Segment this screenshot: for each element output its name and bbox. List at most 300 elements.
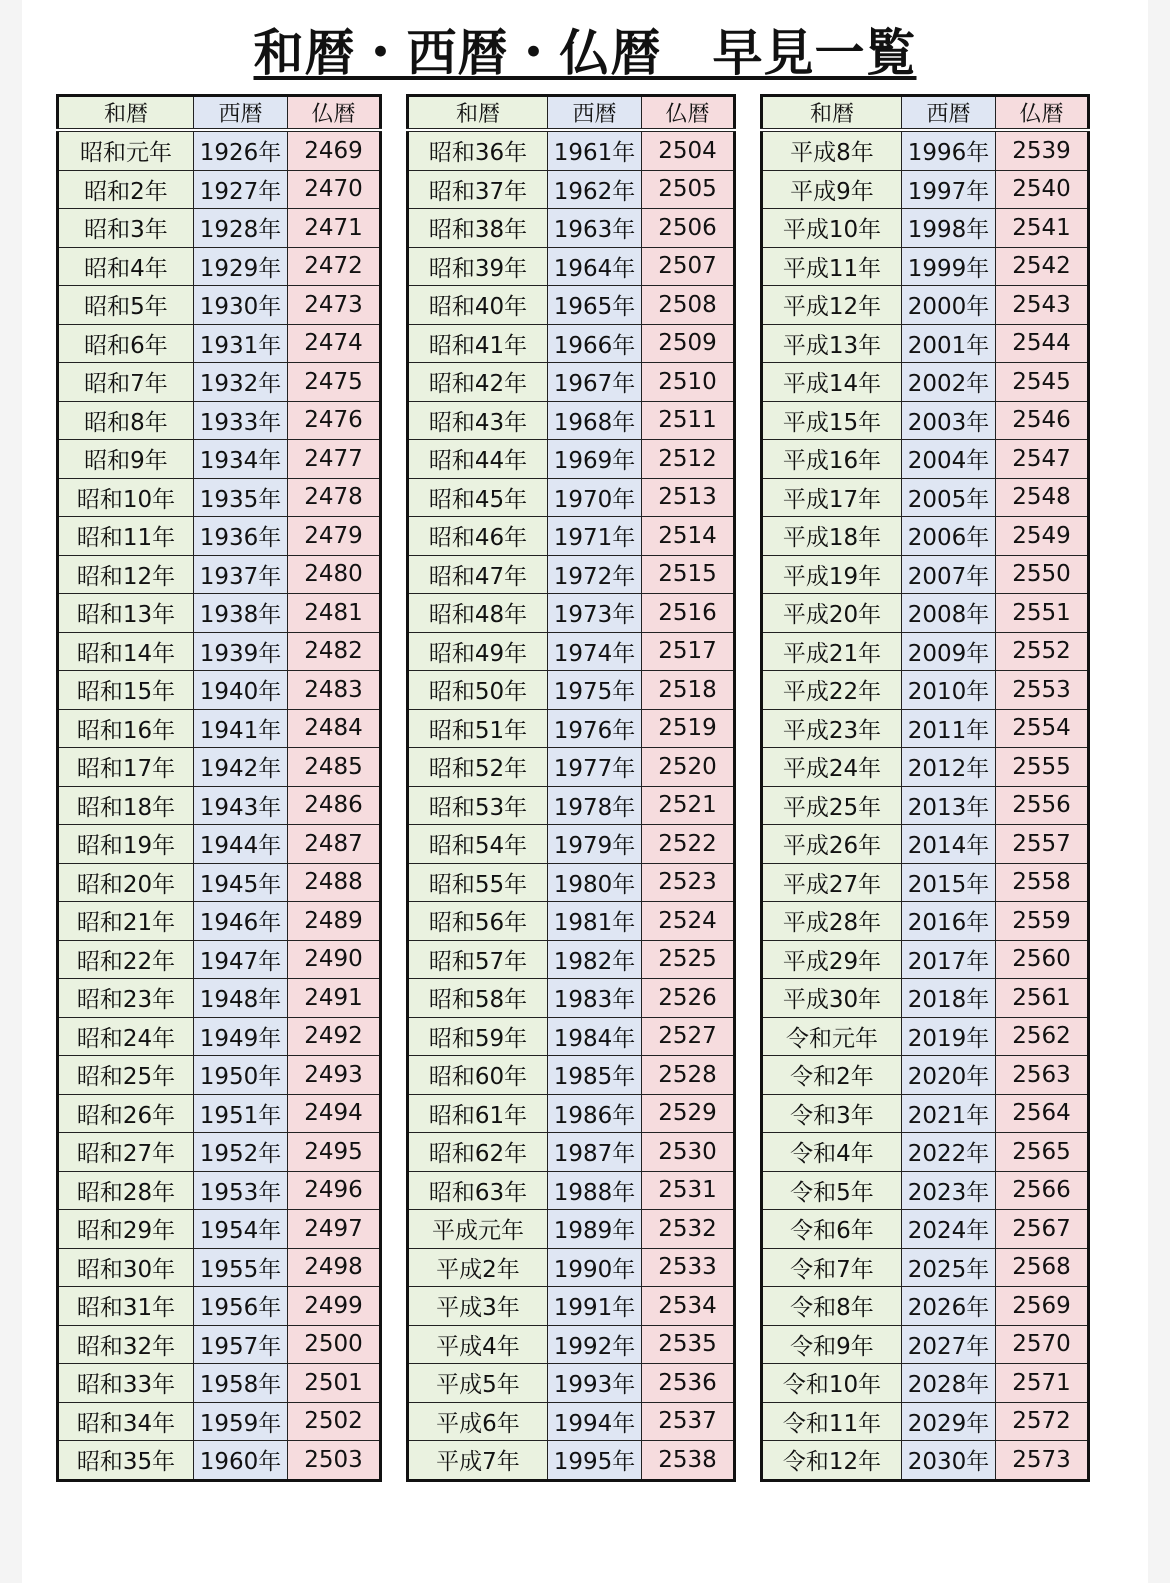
cell-western-year: 2003年 bbox=[902, 401, 996, 440]
cell-western-year: 1948年 bbox=[194, 979, 288, 1018]
cell-japanese-era: 昭和7年 bbox=[58, 363, 194, 402]
cell-western-year: 1998年 bbox=[902, 209, 996, 248]
cell-buddhist-year: 2473 bbox=[288, 286, 381, 325]
header-ad: 西暦 bbox=[902, 96, 996, 131]
cell-western-year: 1990年 bbox=[548, 1248, 642, 1287]
cell-buddhist-year: 2488 bbox=[288, 863, 381, 902]
table-row bbox=[762, 517, 1089, 556]
cell-western-year: 1929年 bbox=[194, 247, 288, 286]
table-row bbox=[58, 1171, 381, 1210]
cell-japanese-era: 昭和23年 bbox=[58, 979, 194, 1018]
cell-japanese-era: 昭和36年 bbox=[408, 130, 548, 170]
cell-western-year: 1951年 bbox=[194, 1094, 288, 1133]
header-jp: 和暦 bbox=[58, 96, 194, 131]
cell-western-year: 1968年 bbox=[548, 401, 642, 440]
cell-buddhist-year: 2536 bbox=[642, 1364, 735, 1403]
table-row bbox=[762, 209, 1089, 248]
table-row bbox=[58, 979, 381, 1018]
cell-buddhist-year: 2534 bbox=[642, 1287, 735, 1326]
cell-buddhist-year: 2561 bbox=[996, 979, 1089, 1018]
cell-buddhist-year: 2567 bbox=[996, 1210, 1089, 1249]
table-row bbox=[762, 170, 1089, 209]
cell-japanese-era: 平成26年 bbox=[762, 825, 902, 864]
cell-buddhist-year: 2573 bbox=[996, 1441, 1089, 1481]
cell-japanese-era: 平成13年 bbox=[762, 324, 902, 363]
cell-western-year: 1926年 bbox=[194, 130, 288, 170]
cell-western-year: 2017年 bbox=[902, 940, 996, 979]
cell-buddhist-year: 2517 bbox=[642, 632, 735, 671]
cell-western-year: 1979年 bbox=[548, 825, 642, 864]
cell-japanese-era: 昭和41年 bbox=[408, 324, 548, 363]
cell-buddhist-year: 2526 bbox=[642, 979, 735, 1018]
cell-buddhist-year: 2569 bbox=[996, 1287, 1089, 1326]
cell-western-year: 1973年 bbox=[548, 594, 642, 633]
cell-western-year: 2019年 bbox=[902, 1017, 996, 1056]
table-row bbox=[408, 1210, 735, 1249]
table-row bbox=[762, 594, 1089, 633]
table-row bbox=[58, 478, 381, 517]
cell-japanese-era: 平成元年 bbox=[408, 1210, 548, 1249]
cell-japanese-era: 昭和4年 bbox=[58, 247, 194, 286]
cell-buddhist-year: 2552 bbox=[996, 632, 1089, 671]
cell-japanese-era: 平成8年 bbox=[762, 130, 902, 170]
cell-japanese-era: 昭和62年 bbox=[408, 1133, 548, 1172]
cell-japanese-era: 昭和19年 bbox=[58, 825, 194, 864]
table-row bbox=[408, 247, 735, 286]
cell-japanese-era: 平成11年 bbox=[762, 247, 902, 286]
cell-japanese-era: 昭和44年 bbox=[408, 440, 548, 479]
header-row bbox=[58, 96, 381, 131]
cell-western-year: 2015年 bbox=[902, 863, 996, 902]
table-row bbox=[408, 1325, 735, 1364]
header-row bbox=[408, 96, 735, 131]
cell-western-year: 1950年 bbox=[194, 1056, 288, 1095]
cell-western-year: 1967年 bbox=[548, 363, 642, 402]
table-row bbox=[408, 863, 735, 902]
table-row bbox=[408, 671, 735, 710]
cell-buddhist-year: 2496 bbox=[288, 1171, 381, 1210]
table-row bbox=[408, 940, 735, 979]
cell-japanese-era: 平成30年 bbox=[762, 979, 902, 1018]
cell-western-year: 2026年 bbox=[902, 1287, 996, 1326]
cell-buddhist-year: 2528 bbox=[642, 1056, 735, 1095]
table-row bbox=[408, 1441, 735, 1481]
cell-western-year: 1936年 bbox=[194, 517, 288, 556]
cell-buddhist-year: 2503 bbox=[288, 1441, 381, 1481]
cell-western-year: 1984年 bbox=[548, 1017, 642, 1056]
cell-western-year: 2027年 bbox=[902, 1325, 996, 1364]
cell-japanese-era: 昭和58年 bbox=[408, 979, 548, 1018]
header-be: 仏暦 bbox=[996, 96, 1089, 131]
table-row bbox=[762, 1364, 1089, 1403]
cell-buddhist-year: 2481 bbox=[288, 594, 381, 633]
cell-buddhist-year: 2493 bbox=[288, 1056, 381, 1095]
cell-japanese-era: 令和元年 bbox=[762, 1017, 902, 1056]
cell-japanese-era: 令和8年 bbox=[762, 1287, 902, 1326]
cell-japanese-era: 昭和21年 bbox=[58, 902, 194, 941]
cell-western-year: 1956年 bbox=[194, 1287, 288, 1326]
cell-buddhist-year: 2484 bbox=[288, 709, 381, 748]
cell-western-year: 1997年 bbox=[902, 170, 996, 209]
cell-japanese-era: 令和5年 bbox=[762, 1171, 902, 1210]
cell-japanese-era: 昭和14年 bbox=[58, 632, 194, 671]
cell-japanese-era: 昭和47年 bbox=[408, 555, 548, 594]
cell-japanese-era: 平成2年 bbox=[408, 1248, 548, 1287]
cell-buddhist-year: 2500 bbox=[288, 1325, 381, 1364]
table-row bbox=[58, 1094, 381, 1133]
table-row bbox=[762, 825, 1089, 864]
cell-japanese-era: 昭和45年 bbox=[408, 478, 548, 517]
cell-western-year: 1966年 bbox=[548, 324, 642, 363]
cell-buddhist-year: 2532 bbox=[642, 1210, 735, 1249]
cell-western-year: 1983年 bbox=[548, 979, 642, 1018]
table-row bbox=[762, 478, 1089, 517]
cell-western-year: 1971年 bbox=[548, 517, 642, 556]
cell-buddhist-year: 2523 bbox=[642, 863, 735, 902]
cell-buddhist-year: 2487 bbox=[288, 825, 381, 864]
cell-japanese-era: 平成23年 bbox=[762, 709, 902, 748]
table-row bbox=[762, 1133, 1089, 1172]
table-row bbox=[762, 1017, 1089, 1056]
cell-japanese-era: 平成5年 bbox=[408, 1364, 548, 1403]
cell-western-year: 1992年 bbox=[548, 1325, 642, 1364]
cell-western-year: 1935年 bbox=[194, 478, 288, 517]
cell-buddhist-year: 2540 bbox=[996, 170, 1089, 209]
cell-japanese-era: 昭和30年 bbox=[58, 1248, 194, 1287]
table-row bbox=[408, 594, 735, 633]
cell-japanese-era: 昭和37年 bbox=[408, 170, 548, 209]
table-row bbox=[408, 170, 735, 209]
table-row bbox=[58, 1325, 381, 1364]
cell-buddhist-year: 2550 bbox=[996, 555, 1089, 594]
table-row bbox=[762, 1210, 1089, 1249]
cell-western-year: 1964年 bbox=[548, 247, 642, 286]
cell-japanese-era: 昭和61年 bbox=[408, 1094, 548, 1133]
cell-western-year: 1939年 bbox=[194, 632, 288, 671]
header-jp: 和暦 bbox=[408, 96, 548, 131]
cell-buddhist-year: 2530 bbox=[642, 1133, 735, 1172]
cell-western-year: 1989年 bbox=[548, 1210, 642, 1249]
table-row bbox=[58, 1056, 381, 1095]
table-row bbox=[408, 1056, 735, 1095]
table-row bbox=[762, 1171, 1089, 1210]
era-table-1 bbox=[56, 94, 382, 1482]
cell-japanese-era: 令和7年 bbox=[762, 1248, 902, 1287]
cell-buddhist-year: 2535 bbox=[642, 1325, 735, 1364]
table-row bbox=[408, 363, 735, 402]
cell-western-year: 1941年 bbox=[194, 709, 288, 748]
cell-western-year: 1975年 bbox=[548, 671, 642, 710]
era-table-3 bbox=[760, 94, 1090, 1482]
table-row bbox=[762, 786, 1089, 825]
cell-buddhist-year: 2539 bbox=[996, 130, 1089, 170]
table-row bbox=[762, 1287, 1089, 1326]
cell-buddhist-year: 2559 bbox=[996, 902, 1089, 941]
cell-buddhist-year: 2485 bbox=[288, 748, 381, 787]
cell-buddhist-year: 2564 bbox=[996, 1094, 1089, 1133]
cell-japanese-era: 昭和8年 bbox=[58, 401, 194, 440]
cell-japanese-era: 平成24年 bbox=[762, 748, 902, 787]
cell-japanese-era: 平成14年 bbox=[762, 363, 902, 402]
cell-buddhist-year: 2557 bbox=[996, 825, 1089, 864]
cell-japanese-era: 昭和33年 bbox=[58, 1364, 194, 1403]
cell-buddhist-year: 2537 bbox=[642, 1402, 735, 1441]
cell-japanese-era: 昭和9年 bbox=[58, 440, 194, 479]
cell-western-year: 2018年 bbox=[902, 979, 996, 1018]
cell-western-year: 1958年 bbox=[194, 1364, 288, 1403]
cell-japanese-era: 平成17年 bbox=[762, 478, 902, 517]
cell-japanese-era: 昭和46年 bbox=[408, 517, 548, 556]
cell-western-year: 1928年 bbox=[194, 209, 288, 248]
table-row bbox=[58, 555, 381, 594]
cell-buddhist-year: 2478 bbox=[288, 478, 381, 517]
cell-western-year: 1988年 bbox=[548, 1171, 642, 1210]
cell-japanese-era: 昭和24年 bbox=[58, 1017, 194, 1056]
cell-japanese-era: 昭和6年 bbox=[58, 324, 194, 363]
cell-western-year: 1930年 bbox=[194, 286, 288, 325]
table-row bbox=[408, 1248, 735, 1287]
cell-western-year: 2008年 bbox=[902, 594, 996, 633]
cell-western-year: 1931年 bbox=[194, 324, 288, 363]
cell-western-year: 2000年 bbox=[902, 286, 996, 325]
cell-western-year: 1993年 bbox=[548, 1364, 642, 1403]
cell-japanese-era: 平成22年 bbox=[762, 671, 902, 710]
cell-buddhist-year: 2507 bbox=[642, 247, 735, 286]
table-row bbox=[58, 786, 381, 825]
cell-buddhist-year: 2490 bbox=[288, 940, 381, 979]
cell-western-year: 1986年 bbox=[548, 1094, 642, 1133]
cell-buddhist-year: 2545 bbox=[996, 363, 1089, 402]
table-row bbox=[762, 1441, 1089, 1481]
cell-western-year: 1954年 bbox=[194, 1210, 288, 1249]
cell-japanese-era: 令和10年 bbox=[762, 1364, 902, 1403]
cell-buddhist-year: 2548 bbox=[996, 478, 1089, 517]
cell-western-year: 1976年 bbox=[548, 709, 642, 748]
cell-japanese-era: 昭和38年 bbox=[408, 209, 548, 248]
cell-japanese-era: 昭和54年 bbox=[408, 825, 548, 864]
table-row bbox=[408, 1402, 735, 1441]
cell-buddhist-year: 2498 bbox=[288, 1248, 381, 1287]
cell-buddhist-year: 2513 bbox=[642, 478, 735, 517]
cell-western-year: 1969年 bbox=[548, 440, 642, 479]
cell-buddhist-year: 2516 bbox=[642, 594, 735, 633]
cell-buddhist-year: 2554 bbox=[996, 709, 1089, 748]
cell-buddhist-year: 2512 bbox=[642, 440, 735, 479]
cell-buddhist-year: 2495 bbox=[288, 1133, 381, 1172]
cell-buddhist-year: 2555 bbox=[996, 748, 1089, 787]
cell-western-year: 2030年 bbox=[902, 1441, 996, 1481]
table-row bbox=[58, 517, 381, 556]
cell-buddhist-year: 2506 bbox=[642, 209, 735, 248]
table-row bbox=[58, 440, 381, 479]
cell-japanese-era: 昭和元年 bbox=[58, 130, 194, 170]
cell-western-year: 1927年 bbox=[194, 170, 288, 209]
cell-japanese-era: 昭和29年 bbox=[58, 1210, 194, 1249]
table-row bbox=[58, 1364, 381, 1403]
header-ad: 西暦 bbox=[194, 96, 288, 131]
cell-western-year: 1977年 bbox=[548, 748, 642, 787]
cell-buddhist-year: 2510 bbox=[642, 363, 735, 402]
cell-western-year: 1962年 bbox=[548, 170, 642, 209]
table-row bbox=[58, 247, 381, 286]
cell-japanese-era: 平成15年 bbox=[762, 401, 902, 440]
cell-western-year: 1943年 bbox=[194, 786, 288, 825]
cell-western-year: 1937年 bbox=[194, 555, 288, 594]
header-jp: 和暦 bbox=[762, 96, 902, 131]
cell-western-year: 1932年 bbox=[194, 363, 288, 402]
cell-japanese-era: 昭和34年 bbox=[58, 1402, 194, 1441]
table-row bbox=[762, 247, 1089, 286]
cell-western-year: 2022年 bbox=[902, 1133, 996, 1172]
cell-buddhist-year: 2502 bbox=[288, 1402, 381, 1441]
cell-buddhist-year: 2472 bbox=[288, 247, 381, 286]
cell-buddhist-year: 2544 bbox=[996, 324, 1089, 363]
cell-western-year: 2002年 bbox=[902, 363, 996, 402]
cell-buddhist-year: 2501 bbox=[288, 1364, 381, 1403]
table-row bbox=[58, 1287, 381, 1326]
cell-japanese-era: 平成7年 bbox=[408, 1441, 548, 1481]
table-row bbox=[58, 1210, 381, 1249]
cell-japanese-era: 昭和51年 bbox=[408, 709, 548, 748]
cell-western-year: 1963年 bbox=[548, 209, 642, 248]
cell-japanese-era: 昭和42年 bbox=[408, 363, 548, 402]
table-row bbox=[408, 902, 735, 941]
cell-western-year: 1982年 bbox=[548, 940, 642, 979]
cell-buddhist-year: 2492 bbox=[288, 1017, 381, 1056]
cell-western-year: 2023年 bbox=[902, 1171, 996, 1210]
cell-western-year: 1960年 bbox=[194, 1441, 288, 1481]
table-row bbox=[762, 1248, 1089, 1287]
table-row bbox=[762, 1402, 1089, 1441]
cell-japanese-era: 昭和35年 bbox=[58, 1441, 194, 1481]
table-row bbox=[762, 671, 1089, 710]
cell-japanese-era: 昭和39年 bbox=[408, 247, 548, 286]
cell-western-year: 2012年 bbox=[902, 748, 996, 787]
table-row bbox=[762, 632, 1089, 671]
cell-buddhist-year: 2565 bbox=[996, 1133, 1089, 1172]
table-row bbox=[762, 130, 1089, 170]
table-row bbox=[58, 130, 381, 170]
cell-buddhist-year: 2474 bbox=[288, 324, 381, 363]
cell-buddhist-year: 2518 bbox=[642, 671, 735, 710]
cell-western-year: 2020年 bbox=[902, 1056, 996, 1095]
cell-japanese-era: 昭和15年 bbox=[58, 671, 194, 710]
header-row bbox=[762, 96, 1089, 131]
cell-buddhist-year: 2499 bbox=[288, 1287, 381, 1326]
cell-buddhist-year: 2533 bbox=[642, 1248, 735, 1287]
cell-western-year: 2028年 bbox=[902, 1364, 996, 1403]
table-row bbox=[408, 709, 735, 748]
table-row bbox=[408, 1017, 735, 1056]
cell-japanese-era: 昭和20年 bbox=[58, 863, 194, 902]
cell-buddhist-year: 2568 bbox=[996, 1248, 1089, 1287]
cell-western-year: 1934年 bbox=[194, 440, 288, 479]
cell-western-year: 1944年 bbox=[194, 825, 288, 864]
cell-buddhist-year: 2531 bbox=[642, 1171, 735, 1210]
table-row bbox=[408, 517, 735, 556]
cell-japanese-era: 平成20年 bbox=[762, 594, 902, 633]
cell-japanese-era: 昭和18年 bbox=[58, 786, 194, 825]
cell-buddhist-year: 2482 bbox=[288, 632, 381, 671]
cell-japanese-era: 令和12年 bbox=[762, 1441, 902, 1481]
cell-western-year: 2006年 bbox=[902, 517, 996, 556]
table-row bbox=[58, 324, 381, 363]
cell-japanese-era: 平成16年 bbox=[762, 440, 902, 479]
table-row bbox=[408, 632, 735, 671]
table-row bbox=[58, 748, 381, 787]
cell-buddhist-year: 2547 bbox=[996, 440, 1089, 479]
cell-japanese-era: 昭和5年 bbox=[58, 286, 194, 325]
cell-buddhist-year: 2572 bbox=[996, 1402, 1089, 1441]
cell-buddhist-year: 2520 bbox=[642, 748, 735, 787]
cell-buddhist-year: 2525 bbox=[642, 940, 735, 979]
cell-buddhist-year: 2549 bbox=[996, 517, 1089, 556]
cell-japanese-era: 昭和25年 bbox=[58, 1056, 194, 1095]
table-row bbox=[408, 555, 735, 594]
cell-western-year: 1959年 bbox=[194, 1402, 288, 1441]
cell-western-year: 1996年 bbox=[902, 130, 996, 170]
cell-buddhist-year: 2543 bbox=[996, 286, 1089, 325]
cell-japanese-era: 昭和10年 bbox=[58, 478, 194, 517]
table-row bbox=[58, 286, 381, 325]
cell-japanese-era: 平成4年 bbox=[408, 1325, 548, 1364]
table-row bbox=[408, 209, 735, 248]
cell-japanese-era: 昭和11年 bbox=[58, 517, 194, 556]
cell-buddhist-year: 2527 bbox=[642, 1017, 735, 1056]
cell-japanese-era: 平成25年 bbox=[762, 786, 902, 825]
cell-japanese-era: 昭和27年 bbox=[58, 1133, 194, 1172]
cell-japanese-era: 昭和12年 bbox=[58, 555, 194, 594]
table-row bbox=[762, 709, 1089, 748]
table-row bbox=[58, 1248, 381, 1287]
cell-buddhist-year: 2562 bbox=[996, 1017, 1089, 1056]
cell-japanese-era: 平成6年 bbox=[408, 1402, 548, 1441]
table-row bbox=[58, 825, 381, 864]
cell-buddhist-year: 2556 bbox=[996, 786, 1089, 825]
cell-western-year: 2011年 bbox=[902, 709, 996, 748]
cell-western-year: 1953年 bbox=[194, 1171, 288, 1210]
table-row bbox=[58, 863, 381, 902]
cell-japanese-era: 昭和55年 bbox=[408, 863, 548, 902]
cell-buddhist-year: 2514 bbox=[642, 517, 735, 556]
cell-buddhist-year: 2541 bbox=[996, 209, 1089, 248]
cell-buddhist-year: 2560 bbox=[996, 940, 1089, 979]
table-row bbox=[58, 632, 381, 671]
table-row bbox=[762, 286, 1089, 325]
cell-western-year: 2016年 bbox=[902, 902, 996, 941]
table-row bbox=[408, 286, 735, 325]
cell-buddhist-year: 2497 bbox=[288, 1210, 381, 1249]
cell-japanese-era: 昭和50年 bbox=[408, 671, 548, 710]
cell-western-year: 2007年 bbox=[902, 555, 996, 594]
cell-buddhist-year: 2522 bbox=[642, 825, 735, 864]
cell-western-year: 1965年 bbox=[548, 286, 642, 325]
cell-buddhist-year: 2469 bbox=[288, 130, 381, 170]
cell-western-year: 2010年 bbox=[902, 671, 996, 710]
cell-buddhist-year: 2542 bbox=[996, 247, 1089, 286]
header-be: 仏暦 bbox=[642, 96, 735, 131]
cell-japanese-era: 昭和60年 bbox=[408, 1056, 548, 1095]
cell-western-year: 1987年 bbox=[548, 1133, 642, 1172]
cell-buddhist-year: 2505 bbox=[642, 170, 735, 209]
cell-western-year: 1978年 bbox=[548, 786, 642, 825]
table-row bbox=[762, 863, 1089, 902]
table-row bbox=[762, 902, 1089, 941]
cell-japanese-era: 令和4年 bbox=[762, 1133, 902, 1172]
cell-western-year: 2014年 bbox=[902, 825, 996, 864]
cell-western-year: 2024年 bbox=[902, 1210, 996, 1249]
cell-japanese-era: 昭和57年 bbox=[408, 940, 548, 979]
